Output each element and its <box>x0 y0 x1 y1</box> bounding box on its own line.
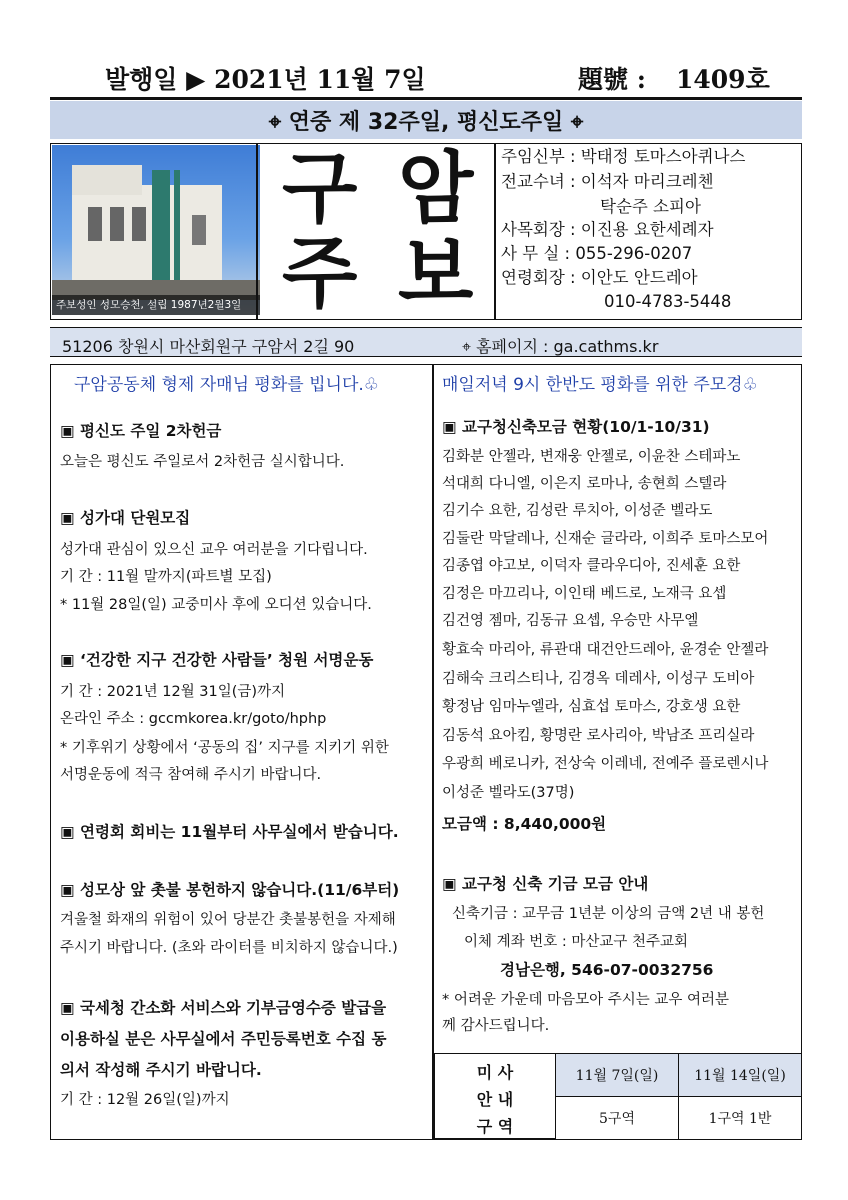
section-body: 겨울철 화재의 위험이 있어 당분간 촛불봉헌을 자제해 <box>60 912 396 928</box>
staff-line: 사목회장 : 이진용 요한세례자 <box>501 220 714 239</box>
masthead-char: 보 <box>398 229 474 319</box>
donor-line: 황효숙 마리아, 류관대 대건안드레아, 윤경순 안젤라 <box>442 642 769 658</box>
section-title: ▣ 평신도 주일 2차헌금 <box>60 422 222 440</box>
section-body: 오늘은 평신도 주일로서 2차헌금 실시합니다. <box>60 454 345 470</box>
section-body: 성가대 관심이 있으신 교우 여러분을 기다립니다. <box>60 542 368 558</box>
donor-line: 우광희 베로니카, 전상숙 이레네, 전예주 플로렌시나 <box>442 756 769 772</box>
section-body: 의서 작성해 주시기 바랍니다. <box>60 1061 262 1079</box>
donor-line: 석대희 다니엘, 이은지 로마나, 송현희 스텔라 <box>442 476 727 492</box>
schedule-zone: 5구역 <box>555 1096 679 1140</box>
donor-line: 황정남 임마누엘라, 심효섭 토마스, 강호생 요한 <box>442 699 741 715</box>
section-body: 께 감사드립니다. <box>442 1018 550 1034</box>
section-body: 기 간 : 2021년 12월 31일(금)까지 <box>60 684 286 700</box>
homepage-link[interactable]: ⌖ 홈페이지 : ga.cathms.kr <box>462 337 659 356</box>
window <box>132 207 146 241</box>
section-title: ▣ ‘건강한 지구 건강한 사람들’ 청원 서명운동 <box>60 651 374 669</box>
donor-line: 김둘란 막달레나, 신재순 글라라, 이희주 토마스모어 <box>442 531 769 547</box>
staff-line: 연령회장 : 이안도 안드레아 <box>501 268 698 287</box>
staff-line: 전교수녀 : 이석자 마리크레첸 <box>501 172 714 191</box>
section-body: 서명운동에 적극 참여해 주시기 바랍니다. <box>60 767 322 783</box>
section-body: 주시기 바랍니다. (초와 라이터를 비치하지 않습니다.) <box>60 940 398 956</box>
section-body: 온라인 주소 : gccmkorea.kr/goto/hphp <box>60 711 327 727</box>
donor-line: 김화분 안젤라, 변재웅 안젤로, 이윤찬 스테파노 <box>442 449 741 465</box>
section-body: 신축기금 : 교무금 1년분 이상의 금액 2년 내 봉헌 <box>452 906 765 922</box>
masthead-char: 암 <box>398 144 474 234</box>
schedule-label <box>434 1053 556 1139</box>
section-body: 이체 계좌 번호 : 마산교구 천주교회 <box>464 934 689 950</box>
building-stripe-2 <box>174 170 180 295</box>
staff-line: 탁순주 소피아 <box>600 197 701 216</box>
schedule-date: 11월 14일(일) <box>678 1053 802 1097</box>
window <box>110 207 124 241</box>
donor-line: 김기수 요한, 김성란 루치아, 이성준 벨라도 <box>442 503 713 519</box>
section-body: 기 간 : 11월 말까지(파트별 모집) <box>60 569 272 585</box>
schedule-zone: 1구역 1반 <box>678 1096 802 1140</box>
donor-line: 김건영 젬마, 김동규 요셉, 우승만 사무엘 <box>442 613 699 629</box>
section-body: 기 간 : 12월 26일(일)까지 <box>60 1092 230 1108</box>
window <box>192 215 206 245</box>
left-heading: 구암공동체 형제 자매님 평화를 빕니다.♧ <box>74 375 380 395</box>
section-title: ▣ 성모상 앞 촛불 봉헌하지 않습니다.(11/6부터) <box>60 881 400 899</box>
window <box>88 207 102 241</box>
right-heading: 매일저녁 9시 한반도 평화를 위한 주모경♧ <box>442 375 758 395</box>
top-rule <box>50 97 802 100</box>
donor-line: 이성준 벨라도(37명) <box>442 785 575 801</box>
schedule-label-line: 미 사 <box>476 1063 514 1082</box>
section-title: ▣ 국세청 간소화 서비스와 기부금영수증 발급을 <box>60 999 387 1017</box>
section-body: * 기후위기 상황에서 ‘공동의 집’ 지구를 지키기 위한 <box>60 740 389 756</box>
building-stripe <box>152 170 170 295</box>
section-title: ▣ 교구청 신축 기금 모금 안내 <box>442 875 649 893</box>
section-title: ▣ 연령회 회비는 11월부터 사무실에서 받습니다. <box>60 823 399 841</box>
donor-line: 김정은 마끄리나, 이인태 베드로, 노재극 요셉 <box>442 586 727 602</box>
masthead-char: 주 <box>282 229 358 319</box>
masthead-divider <box>494 143 496 320</box>
donor-line: 김해숙 크리스티나, 김경옥 데레사, 이성구 도비아 <box>442 671 755 687</box>
issue-number: 1409호 <box>676 65 770 94</box>
publication-date: 발행일 ▶ 2021년 11월 7일 <box>105 65 426 94</box>
section-title: ▣ 성가대 단원모집 <box>60 509 191 527</box>
section-body: * 어려운 가운데 마음모아 주시는 교우 여러분 <box>442 992 730 1008</box>
schedule-date: 11월 7일(일) <box>555 1053 679 1097</box>
photo-caption: 주보성인 성모승천, 설립 1987년2월3일 <box>52 295 260 315</box>
issue-label: 題號 : <box>578 65 646 94</box>
address: 51206 창원시 마산회원구 구암서 2길 90 <box>62 337 355 356</box>
masthead-divider <box>256 143 258 320</box>
church-photo <box>52 145 260 315</box>
section-body: 이용하실 분은 사무실에서 주민등록번호 수집 동 <box>60 1030 387 1048</box>
staff-line: 주임신부 : 박태정 토마스아퀴나스 <box>501 147 746 166</box>
staff-line: 010-4783-5448 <box>604 292 732 311</box>
donor-line: 김종엽 야고보, 이덕자 클라우디아, 진세훈 요한 <box>442 558 741 574</box>
section-body: * 11월 28일(일) 교중미사 후에 오디션 있습니다. <box>60 597 372 613</box>
building-top <box>72 165 142 195</box>
schedule-label-line: 안 내 <box>476 1090 514 1109</box>
donor-line: 김동석 요아킴, 황명란 로사리아, 박남조 프리실라 <box>442 728 755 744</box>
column-divider <box>432 364 434 1140</box>
masthead-char: 구 <box>282 144 358 234</box>
schedule-label-line: 구 역 <box>476 1117 514 1136</box>
staff-line: 사 무 실 : 055-296-0207 <box>501 244 693 263</box>
donation-total: 모금액 : 8,440,000원 <box>442 815 607 833</box>
bank-account: 경남은행, 546-07-0032756 <box>500 961 714 979</box>
page-title: ⌖ 연중 제 32주일, 평신도주일 ⌖ <box>50 101 802 139</box>
section-title: ▣ 교구청신축모금 현황(10/1-10/31) <box>442 418 710 436</box>
